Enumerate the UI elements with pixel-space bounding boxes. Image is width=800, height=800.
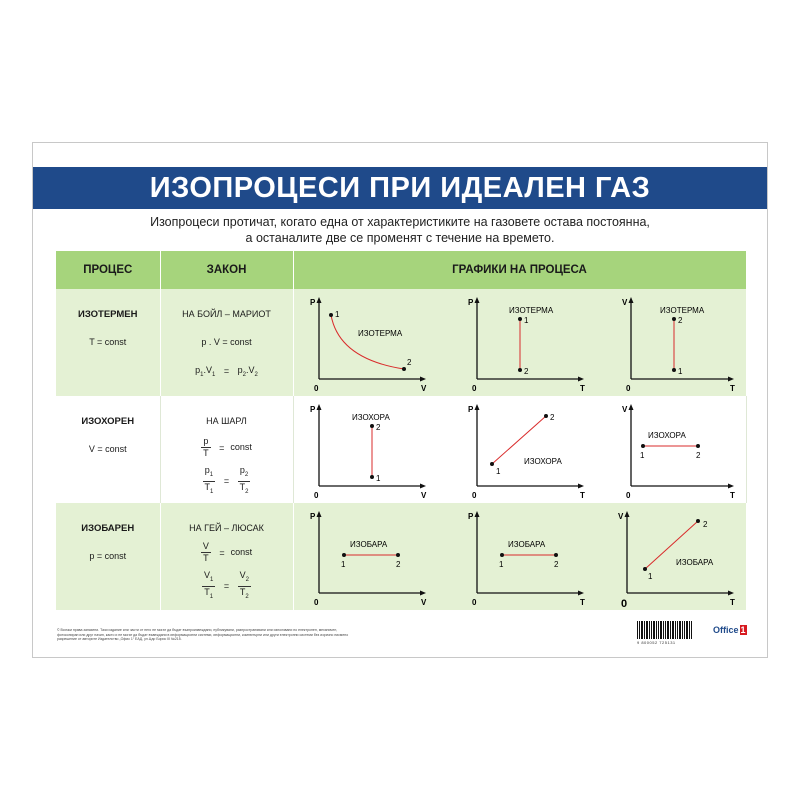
- axis-origin: 0: [471, 598, 476, 607]
- axis-label-v: V: [420, 384, 426, 393]
- office1-logo: Office 1: [713, 625, 746, 635]
- point-label-2: 2: [395, 560, 400, 569]
- graph-pt-isotherm: [468, 297, 585, 393]
- axis-label-t: T: [579, 491, 585, 500]
- axis-origin: 0: [625, 384, 630, 393]
- axis-origin: 0: [313, 491, 318, 500]
- axis-label-p: P: [467, 405, 473, 414]
- curve-label: ИЗОТЕРМА: [357, 329, 402, 338]
- curve-label: ИЗОТЕРМА: [659, 306, 704, 315]
- law-name: НА ГЕЙ – ЛЮСАК: [189, 523, 264, 533]
- curve-label: ИЗОХОРА: [647, 431, 686, 440]
- process-table: [56, 251, 747, 610]
- point-label-1: 1: [334, 310, 339, 319]
- process-condition: T = const: [89, 337, 127, 347]
- process-condition: V = const: [88, 444, 127, 454]
- axis-label-t: T: [579, 384, 585, 393]
- graph-pt-isochore: [468, 404, 585, 500]
- process-name: ИЗОТЕРМЕН: [77, 309, 138, 320]
- table-row-isochoric: [56, 396, 746, 503]
- point-label-2: 2: [695, 451, 700, 460]
- axis-origin: 0: [471, 491, 476, 500]
- process-name: ИЗОБАРЕН: [81, 523, 135, 534]
- poster: [32, 142, 768, 658]
- point-label-1: 1: [677, 367, 682, 376]
- table-row-isothermal: [56, 289, 746, 396]
- axis-label-p: P: [309, 512, 315, 521]
- graph-pv-isotherm: [310, 297, 427, 393]
- graphs-isobaric: [294, 503, 747, 610]
- axis-origin: 0: [313, 598, 318, 607]
- header-law: ЗАКОН: [160, 251, 293, 289]
- formula-states: $\frac{V_1}{T_1}$ = $\frac{V_2}{T_2}$: [203, 570, 249, 600]
- law-name: НА ШАРЛ: [206, 416, 247, 426]
- axis-origin: 0: [471, 384, 476, 393]
- point-label-1: 1: [340, 560, 345, 569]
- curve-label: ИЗОБАРА: [507, 540, 545, 549]
- axis-label-t: T: [729, 491, 735, 500]
- formula-main: p . V = const: [201, 337, 252, 347]
- curve-label: ИЗОБАРА: [349, 540, 387, 549]
- axis-origin: 0: [313, 384, 318, 393]
- point-label-1: 1: [495, 467, 500, 476]
- point-label-2: 2: [523, 367, 528, 376]
- graphs-isochoric: [294, 396, 747, 503]
- point-label-1: 1: [523, 316, 528, 325]
- curve-label: ИЗОХОРА: [351, 413, 390, 422]
- barcode-icon: [637, 621, 693, 639]
- table-row-isobaric: [56, 503, 746, 610]
- point-label-2: 2: [549, 413, 554, 422]
- formula-states: $\frac{p_1}{T_1}$ = $\frac{p_2}{T_2}$: [204, 465, 249, 495]
- point-label-1: 1: [375, 474, 380, 483]
- point-label-2: 2: [375, 423, 380, 432]
- graph-vt-isotherm: [622, 297, 735, 393]
- point-label-2: 2: [677, 316, 682, 325]
- axis-label-v: V: [621, 405, 627, 414]
- point-label-2: 2: [406, 358, 411, 367]
- point-label-1: 1: [639, 451, 644, 460]
- curve-label: ИЗОХОРА: [523, 457, 562, 466]
- curve-label: ИЗОТЕРМА: [508, 306, 553, 315]
- axis-label-v: V: [617, 512, 623, 521]
- header-process: ПРОЦЕС: [56, 251, 160, 289]
- point-label-2: 2: [553, 560, 558, 569]
- formula-main: $\frac{V}{T}$ = const: [202, 541, 253, 563]
- axis-origin: 0: [620, 598, 627, 610]
- graph-pv-isobar: [310, 511, 427, 607]
- axis-label-v: V: [420, 598, 426, 607]
- isotherm-curve: [331, 315, 404, 369]
- axis-label-p: P: [309, 298, 315, 307]
- formula-states: $p_1.V_1 = p_2.V_2$: [195, 365, 258, 378]
- process-name: ИЗОХОРЕН: [81, 416, 135, 427]
- intro-line-1: Изопроцеси протичат, когато една от характеристиките на газовете остава постоянна,: [150, 215, 650, 229]
- process-condition: p = const: [89, 551, 127, 561]
- point-label-2: 2: [702, 520, 707, 529]
- graph-pt-isobar: [468, 511, 585, 607]
- intro-line-2: а останалите две се променят с течение на времето.: [245, 231, 555, 245]
- graphs-isothermal: [294, 289, 747, 396]
- curve-label: ИЗОБАРА: [675, 558, 713, 567]
- axis-label-t: T: [579, 598, 585, 607]
- graph-vt-isochore: [622, 404, 735, 500]
- point-label-1: 1: [498, 560, 503, 569]
- copyright-notice: © Всички права запазени. Тази издание или части от него не могат да бъдат възпроизвеждани, публикувани, разпространявани или използвани по електронен, механичен, фотокопиран или друг начин, както и не могат да бъдат въвеждани в информационни системи, информационни, компютърни или други електронни системи без изрично писмено разрешение от авторите Издателство „Офис 1“ ЕАД, ул.Цар Борис III №215.: [57, 628, 349, 641]
- graph-vt-isobar: [618, 511, 735, 610]
- axis-label-t: T: [729, 598, 735, 607]
- formula-main: $\frac{p}{T}$ = const: [203, 436, 252, 458]
- axis-label-p: P: [309, 405, 315, 414]
- axis-label-v: V: [621, 298, 627, 307]
- axis-label-t: T: [729, 384, 735, 393]
- barcode-number: 9 800052 725131: [637, 640, 676, 645]
- page-title: ИЗОПРОЦЕСИ ПРИ ИДЕАЛЕН ГАЗ: [33, 167, 767, 209]
- point-label-1: 1: [647, 572, 652, 581]
- axis-origin: 0: [625, 491, 630, 500]
- axis-label-v: V: [420, 491, 426, 500]
- graph-pv-isochore: [310, 404, 427, 500]
- law-name: НА БОЙЛ – МАРИОТ: [182, 309, 271, 319]
- header-graphs: ГРАФИКИ НА ПРОЦЕСА: [293, 251, 746, 289]
- axis-label-p: P: [467, 512, 473, 521]
- axis-label-p: P: [467, 298, 473, 307]
